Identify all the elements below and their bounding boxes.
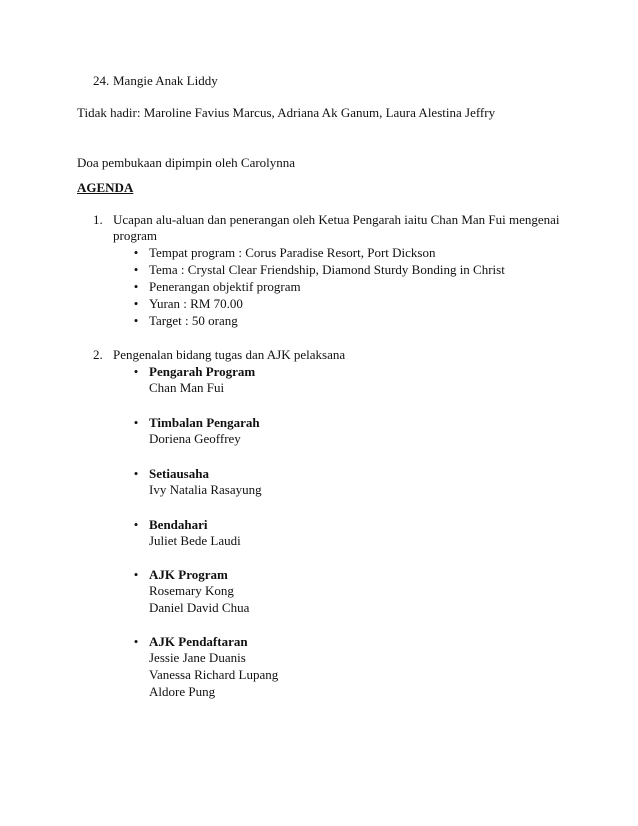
bullet-icon: • (133, 415, 139, 430)
role-title: Bendahari (149, 517, 208, 532)
role-member: Daniel David Chua (149, 600, 250, 615)
bullet-icon: • (133, 262, 139, 277)
bullet-icon: • (133, 634, 139, 649)
role-member: Ivy Natalia Rasayung (149, 482, 262, 497)
attendee-name: Mangie Anak Liddy (113, 73, 218, 88)
role-title: Pengarah Program (149, 364, 256, 379)
agenda-item-1-number: 1. (93, 212, 103, 227)
bullet-icon: • (133, 279, 139, 294)
agenda-item-1-bullet: Yuran : RM 70.00 (149, 296, 243, 311)
role-title: AJK Program (149, 567, 228, 582)
agenda-item-1-text-line2: program (113, 228, 158, 243)
agenda-item-2-number: 2. (93, 347, 103, 362)
absent-line: Tidak hadir: Maroline Favius Marcus, Adriana Ak Ganum, Laura Alestina Jeffry (77, 105, 496, 120)
bullet-icon: • (133, 517, 139, 532)
role-title: AJK Pendaftaran (149, 634, 248, 649)
role-member: Chan Man Fui (149, 380, 225, 395)
bullet-icon: • (133, 567, 139, 582)
agenda-item-2-text: Pengenalan bidang tugas dan AJK pelaksana (113, 347, 346, 362)
role-member: Juliet Bede Laudi (149, 533, 241, 548)
role-member: Rosemary Kong (149, 583, 234, 598)
role-member: Vanessa Richard Lupang (149, 667, 279, 682)
agenda-item-1-bullet: Penerangan objektif program (149, 279, 301, 294)
agenda-item-1-text-line1: Ucapan alu-aluan dan penerangan oleh Ketua Pengarah iaitu Chan Man Fui mengenai (113, 212, 560, 227)
bullet-icon: • (133, 313, 139, 328)
role-title: Setiausaha (149, 466, 209, 481)
role-member: Doriena Geoffrey (149, 431, 241, 446)
role-member: Aldore Pung (149, 684, 216, 699)
agenda-item-1-bullet: Tempat program : Corus Paradise Resort, Port Dickson (149, 245, 436, 260)
bullet-icon: • (133, 364, 139, 379)
bullet-icon: • (133, 245, 139, 260)
agenda-item-1-bullet: Tema : Crystal Clear Friendship, Diamond Sturdy Bonding in Christ (149, 262, 505, 277)
bullet-icon: • (133, 466, 139, 481)
agenda-item-1-bullet: Target : 50 orang (149, 313, 238, 328)
agenda-heading: AGENDA (77, 180, 134, 195)
bullet-icon: • (133, 296, 139, 311)
attendee-number: 24. (93, 73, 110, 88)
role-member: Jessie Jane Duanis (149, 650, 246, 665)
opening-prayer-line: Doa pembukaan dipimpin oleh Carolynna (77, 155, 296, 170)
role-title: Timbalan Pengarah (149, 415, 260, 430)
